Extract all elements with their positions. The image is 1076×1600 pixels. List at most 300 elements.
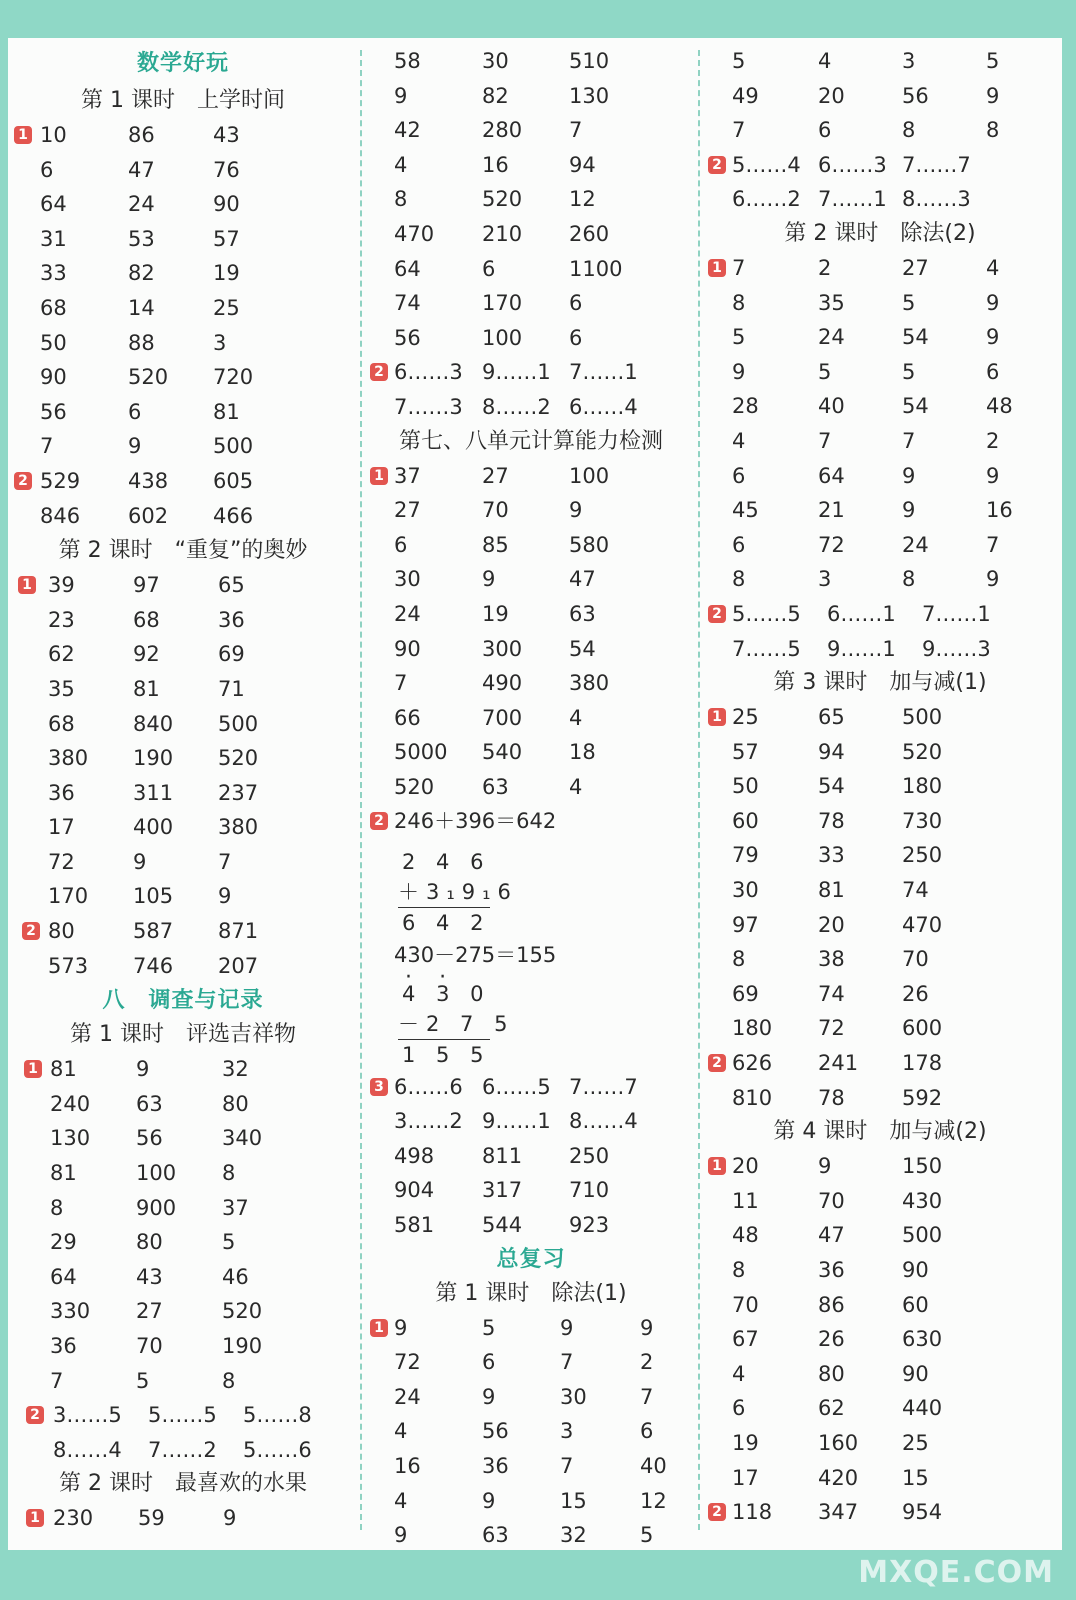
- answer-cell: 36: [218, 607, 245, 632]
- answer-cell: 4: [569, 774, 583, 799]
- answer-cell: 6: [128, 399, 142, 424]
- answer-cell: 250: [569, 1143, 610, 1168]
- answer-cell: 72: [48, 849, 75, 874]
- answer-cell: 8: [986, 118, 1000, 143]
- answer-cell: 47: [569, 567, 596, 592]
- answer-cell: 8……4: [569, 1109, 638, 1134]
- answer-cell: 6: [986, 359, 1000, 384]
- answer-cell: 380: [569, 671, 610, 696]
- answer-cell: 47: [818, 1223, 845, 1248]
- answer-cell: 64: [394, 256, 421, 281]
- answer-cell: 9: [482, 567, 496, 592]
- answer-cell: 380: [218, 815, 259, 840]
- question-number-badge: 1: [370, 467, 388, 485]
- equation-text: 430－275＝155: [394, 943, 557, 968]
- answer-cell: 27: [394, 498, 421, 523]
- answer-cell: 6……2: [732, 187, 801, 212]
- answer-row: [702, 148, 1058, 183]
- answer-cell: 63: [136, 1091, 163, 1116]
- answer-cell: 88: [128, 330, 155, 355]
- answer-cell: 31: [40, 226, 67, 251]
- question-number-badge: 2: [708, 605, 726, 623]
- answer-cell: 9: [223, 1506, 237, 1531]
- answer-cell: 45: [732, 498, 759, 523]
- answer-cell: 56: [40, 399, 67, 424]
- answer-cell: 62: [818, 1396, 845, 1421]
- answer-cell: 9: [818, 1154, 832, 1179]
- answer-row: [8, 741, 358, 776]
- answer-cell: 500: [218, 711, 259, 736]
- answer-cell: 7: [732, 118, 746, 143]
- vertical-line: 2 4 6: [402, 850, 491, 875]
- answer-cell: 7: [394, 671, 408, 696]
- answer-cell: 8: [222, 1368, 236, 1393]
- vertical-line: [364, 979, 698, 1009]
- answer-cell: 16: [394, 1454, 421, 1478]
- answer-cell: 9: [902, 463, 916, 488]
- answer-cell: 72: [394, 1350, 421, 1375]
- answer-cell: 9: [986, 290, 1000, 315]
- answer-cell: 63: [482, 774, 509, 799]
- answer-cell: 78: [818, 808, 845, 833]
- answer-cell: 180: [902, 774, 943, 799]
- answer-row: [702, 1011, 1058, 1046]
- answer-cell: 581: [394, 1213, 435, 1238]
- question-number-badge: 1: [708, 1157, 726, 1175]
- answer-row: [702, 1426, 1058, 1461]
- answer-cell: 6: [732, 1396, 746, 1421]
- answer-cell: 7: [560, 1454, 574, 1478]
- answer-cell: 9: [482, 1384, 496, 1409]
- question-number-badge: 1: [708, 259, 726, 277]
- answer-cell: 9: [218, 884, 232, 909]
- answer-cell: 71: [218, 676, 245, 701]
- answer-cell: 12: [640, 1488, 667, 1513]
- answer-cell: 8: [732, 947, 746, 972]
- answer-row: [702, 1461, 1058, 1496]
- answer-cell: 50: [40, 330, 67, 355]
- answer-row: [364, 1380, 698, 1415]
- answer-row: [8, 1329, 358, 1364]
- answer-row: [8, 1501, 358, 1536]
- answer-cell: 33: [40, 261, 67, 286]
- answer-row: [364, 597, 698, 632]
- answer-cell: 80: [48, 919, 75, 944]
- answer-row: [364, 1345, 698, 1380]
- answer-cell: 746: [133, 953, 174, 978]
- lesson-title: 第 2 课时 除法(2): [784, 220, 976, 246]
- answer-cell: 97: [732, 912, 759, 937]
- answer-row: [8, 118, 358, 153]
- answer-cell: 97: [133, 573, 160, 598]
- question-number-badge: 1: [24, 1060, 42, 1078]
- answer-cell: 7: [218, 849, 232, 874]
- answer-row: [702, 355, 1058, 390]
- answer-cell: 8……4: [53, 1437, 122, 1462]
- answer-cell: 430: [902, 1188, 943, 1213]
- question-number-badge: 2: [22, 922, 40, 940]
- answer-cell: 573: [48, 953, 89, 978]
- answer-row: [364, 1414, 698, 1449]
- answer-cell: 48: [732, 1223, 759, 1248]
- answer-cell: 340: [222, 1126, 263, 1151]
- answer-cell: 68: [48, 711, 75, 736]
- lesson-title: 第 1 课时 评选吉祥物: [70, 1022, 296, 1048]
- answer-cell: 30: [394, 567, 421, 592]
- answer-cell: 7: [732, 255, 746, 280]
- answer-row: [364, 1208, 698, 1243]
- answer-cell: 4: [732, 1361, 746, 1386]
- answer-cell: 24: [394, 601, 421, 626]
- answer-cell: 380: [48, 746, 89, 771]
- answer-cell: 80: [136, 1230, 163, 1255]
- answer-cell: 82: [482, 83, 509, 108]
- answer-cell: 230: [53, 1506, 94, 1531]
- answer-cell: 500: [213, 434, 254, 459]
- answer-cell: 6……3: [818, 152, 887, 177]
- answer-cell: 4: [394, 1419, 408, 1444]
- answer-row: [702, 838, 1058, 873]
- answer-cell: 19: [732, 1430, 759, 1455]
- answer-cell: 118: [732, 1500, 773, 1525]
- answer-row: [702, 1288, 1058, 1323]
- answer-cell: 5: [732, 49, 746, 73]
- answer-cell: 438: [128, 468, 169, 493]
- answer-cell: 846: [40, 503, 81, 528]
- answer-row: [364, 1518, 698, 1553]
- answer-row: [702, 632, 1058, 667]
- answer-cell: 37: [394, 463, 421, 488]
- answer-row: [364, 217, 698, 252]
- answer-cell: 190: [222, 1334, 263, 1358]
- answer-cell: 9: [394, 1315, 408, 1340]
- question-number-badge: 2: [370, 812, 388, 830]
- answer-cell: 94: [569, 152, 596, 177]
- answer-row: [364, 1484, 698, 1519]
- answer-cell: 8: [732, 567, 746, 592]
- answer-cell: 80: [222, 1091, 249, 1116]
- answer-cell: 9: [394, 1523, 408, 1548]
- answer-cell: 50: [732, 774, 759, 799]
- vertical-subtraction: [364, 979, 698, 1070]
- answer-cell: 25: [902, 1430, 929, 1455]
- answer-cell: 840: [133, 711, 174, 736]
- answer-row: [8, 707, 358, 742]
- answer-cell: 466: [213, 503, 254, 528]
- answer-cell: 81: [50, 1161, 77, 1186]
- answer-row: [8, 568, 358, 603]
- answer-cell: 5: [136, 1368, 150, 1393]
- answer-cell: 520: [394, 774, 435, 799]
- answer-cell: 500: [902, 1223, 943, 1248]
- answer-cell: 69: [732, 981, 759, 1006]
- answer-row: [702, 1357, 1058, 1392]
- answer-cell: 24: [902, 532, 929, 557]
- answer-cell: 27: [482, 463, 509, 488]
- question-number-badge: 1: [14, 126, 32, 144]
- answer-cell: 240: [50, 1091, 91, 1116]
- answer-cell: 54: [818, 774, 845, 799]
- answer-cell: 7……7: [569, 1074, 638, 1099]
- answer-cell: 8: [732, 1258, 746, 1282]
- answer-cell: 58: [394, 49, 421, 73]
- answer-cell: 5000: [394, 740, 448, 765]
- answer-cell: 19: [482, 601, 509, 626]
- answer-cell: 56: [394, 325, 421, 350]
- answer-row: [8, 949, 358, 984]
- unit-title: 八 调查与记录: [102, 988, 264, 1014]
- answer-row: [364, 770, 698, 805]
- answer-cell: 587: [133, 919, 174, 944]
- answer-cell: 6……5: [482, 1074, 551, 1099]
- answer-cell: 207: [218, 953, 259, 978]
- answer-row: [8, 1294, 358, 1329]
- unit-title: 总复习: [496, 1246, 566, 1272]
- answer-cell: 311: [133, 780, 174, 805]
- answer-cell: 36: [482, 1454, 509, 1478]
- answer-cell: 420: [818, 1465, 859, 1490]
- answer-cell: 871: [218, 919, 259, 944]
- answer-cell: 15: [902, 1465, 929, 1490]
- answer-cell: 30: [732, 878, 759, 903]
- answer-cell: 6: [818, 118, 832, 143]
- vertical-line: 6 4 2: [402, 911, 491, 936]
- answer-cell: 7: [640, 1384, 654, 1409]
- answer-row: [8, 1191, 358, 1226]
- answer-cell: 67: [732, 1327, 759, 1352]
- answer-cell: 180: [732, 1016, 773, 1041]
- answer-cell: 3: [560, 1419, 574, 1444]
- answer-cell: 2: [818, 255, 832, 280]
- answer-row: [702, 735, 1058, 770]
- answer-cell: 85: [482, 532, 509, 557]
- answer-cell: 47: [128, 157, 155, 182]
- answer-row: [8, 1433, 358, 1468]
- answer-cell: 20: [732, 1154, 759, 1179]
- answer-cell: 9……3: [922, 636, 991, 661]
- answer-cell: 7……1: [818, 187, 887, 212]
- answer-row: [364, 1139, 698, 1174]
- answer-cell: 40: [818, 394, 845, 419]
- answer-cell: 76: [213, 157, 240, 182]
- answer-row: [702, 769, 1058, 804]
- question-number-badge: 1: [370, 1319, 388, 1337]
- answer-cell: 90: [394, 636, 421, 661]
- answer-row: [8, 1087, 358, 1122]
- answer-row: [364, 355, 698, 390]
- answer-cell: 130: [569, 83, 610, 108]
- answer-cell: 6……4: [569, 394, 638, 419]
- lesson-title: 第 1 课时 上学时间: [81, 88, 285, 113]
- answer-row: [8, 395, 358, 430]
- answer-cell: 38: [818, 947, 845, 972]
- answer-cell: 72: [818, 532, 845, 557]
- answer-cell: 6: [40, 157, 54, 182]
- answer-cell: 53: [128, 226, 155, 251]
- answer-cell: 68: [40, 295, 67, 320]
- column-2: [364, 44, 698, 1553]
- answer-cell: 9……1: [482, 1109, 551, 1134]
- answer-row: [702, 424, 1058, 459]
- answer-sheet: [8, 38, 1062, 1550]
- answer-cell: 100: [482, 325, 523, 350]
- answer-cell: 5: [732, 325, 746, 350]
- answer-cell: 54: [902, 394, 929, 419]
- answer-cell: 520: [222, 1299, 263, 1324]
- answer-row: [702, 44, 1058, 79]
- answer-row: [364, 666, 698, 701]
- answer-cell: 8: [732, 290, 746, 315]
- answer-cell: 7: [50, 1368, 64, 1393]
- answer-cell: 7……1: [922, 601, 991, 626]
- answer-cell: 150: [902, 1154, 943, 1179]
- answer-cell: 8……2: [482, 394, 551, 419]
- answer-cell: 347: [818, 1500, 859, 1525]
- vertical-digit: · 3: [436, 982, 456, 1006]
- answer-cell: 70: [902, 947, 929, 972]
- lesson-title: 第 2 课时 “重复”的奥妙: [58, 538, 308, 564]
- answer-cell: 29: [50, 1230, 77, 1255]
- answer-cell: 9: [560, 1315, 574, 1340]
- answer-cell: 68: [133, 607, 160, 632]
- answer-row: [8, 1225, 358, 1260]
- answer-cell: 54: [902, 325, 929, 350]
- vertical-addition: [364, 847, 698, 938]
- answer-row: [364, 79, 698, 114]
- answer-cell: 544: [482, 1213, 523, 1238]
- answer-cell: 300: [482, 636, 523, 661]
- column-divider: [698, 50, 700, 1530]
- answer-cell: 190: [133, 746, 174, 771]
- answer-cell: 720: [213, 365, 254, 390]
- answer-cell: 81: [213, 399, 240, 424]
- answer-cell: 470: [394, 221, 435, 246]
- watermark: MXQE.COM: [858, 1555, 1054, 1590]
- answer-cell: 60: [902, 1292, 929, 1317]
- question-number-badge: 2: [26, 1406, 44, 1424]
- answer-cell: 5……5: [148, 1403, 217, 1428]
- vertical-line: －2 7 5: [398, 1011, 515, 1036]
- answer-cell: 592: [902, 1085, 943, 1110]
- answer-row: [364, 735, 698, 770]
- answer-cell: 5: [902, 359, 916, 384]
- answer-cell: 510: [569, 49, 610, 73]
- answer-cell: 57: [732, 739, 759, 764]
- answer-cell: 3: [902, 49, 916, 73]
- answer-cell: 9: [986, 463, 1000, 488]
- answer-cell: 5……6: [243, 1437, 312, 1462]
- answer-cell: 33: [818, 843, 845, 868]
- answer-cell: 7: [902, 428, 916, 453]
- answer-row: [8, 464, 358, 499]
- answer-row: [702, 908, 1058, 943]
- answer-cell: 17: [48, 815, 75, 840]
- answer-cell: 64: [40, 192, 67, 217]
- answer-cell: 6: [640, 1419, 654, 1444]
- answer-cell: 32: [560, 1523, 587, 1548]
- answer-cell: 8: [902, 118, 916, 143]
- answer-cell: 21: [818, 498, 845, 523]
- question-number-badge: 3: [370, 1078, 388, 1096]
- answer-cell: 81: [50, 1057, 77, 1082]
- column-3: [702, 44, 1058, 1530]
- answer-cell: 540: [482, 740, 523, 765]
- answer-row: [702, 459, 1058, 494]
- answer-row: [364, 1070, 698, 1105]
- answer-cell: 64: [818, 463, 845, 488]
- answer-row: [8, 1052, 358, 1087]
- answer-cell: 74: [902, 878, 929, 903]
- answer-cell: 600: [902, 1016, 943, 1041]
- answer-cell: 280: [482, 118, 523, 143]
- answer-cell: 2: [986, 428, 1000, 453]
- answer-cell: 43: [136, 1264, 163, 1289]
- answer-cell: 4: [569, 705, 583, 730]
- answer-cell: 49: [732, 83, 759, 108]
- answer-cell: 2: [640, 1350, 654, 1375]
- answer-cell: 30: [482, 49, 509, 73]
- answer-row: [364, 1173, 698, 1208]
- answer-cell: 602: [128, 503, 169, 528]
- answer-cell: 5: [482, 1315, 496, 1340]
- answer-cell: 700: [482, 705, 523, 730]
- answer-cell: 317: [482, 1178, 523, 1203]
- answer-row: [364, 44, 698, 79]
- answer-cell: 90: [40, 365, 67, 390]
- answer-cell: 160: [818, 1430, 859, 1455]
- answer-cell: 630: [902, 1327, 943, 1352]
- answer-cell: 170: [482, 291, 523, 316]
- answer-cell: 100: [569, 463, 610, 488]
- answer-cell: 5: [222, 1230, 236, 1255]
- answer-row: [702, 320, 1058, 355]
- answer-cell: 710: [569, 1178, 610, 1203]
- answer-cell: 35: [48, 676, 75, 701]
- answer-row: [364, 286, 698, 321]
- answer-cell: 3……2: [394, 1109, 463, 1134]
- answer-row: [364, 701, 698, 736]
- unit-title: 数学好玩: [136, 51, 229, 76]
- answer-row: [8, 222, 358, 257]
- answer-cell: 10: [40, 123, 67, 147]
- answer-cell: 520: [902, 739, 943, 764]
- answer-row: [702, 1218, 1058, 1253]
- vertical-line: 1 5 5: [402, 1042, 491, 1067]
- answer-cell: 904: [394, 1178, 435, 1203]
- answer-cell: 5: [640, 1523, 654, 1548]
- answer-cell: 3: [213, 330, 227, 355]
- answer-cell: 100: [136, 1161, 177, 1186]
- answer-cell: 7: [986, 532, 1000, 557]
- answer-cell: 56: [902, 83, 929, 108]
- question-number-badge: 2: [708, 156, 726, 174]
- answer-row: [8, 1398, 358, 1433]
- answer-cell: 36: [48, 780, 75, 805]
- answer-cell: 28: [732, 394, 759, 419]
- answer-row: [8, 326, 358, 361]
- answer-row: [702, 113, 1058, 148]
- answer-cell: 170: [48, 884, 89, 909]
- answer-row: [8, 637, 358, 672]
- answer-cell: 78: [818, 1085, 845, 1110]
- column-divider: [360, 50, 362, 1530]
- answer-cell: 9: [482, 1488, 496, 1513]
- answer-row: [702, 1322, 1058, 1357]
- answer-row: [702, 1184, 1058, 1219]
- answer-cell: 7……2: [148, 1437, 217, 1462]
- answer-cell: 4: [394, 152, 408, 177]
- answer-cell: 260: [569, 221, 610, 246]
